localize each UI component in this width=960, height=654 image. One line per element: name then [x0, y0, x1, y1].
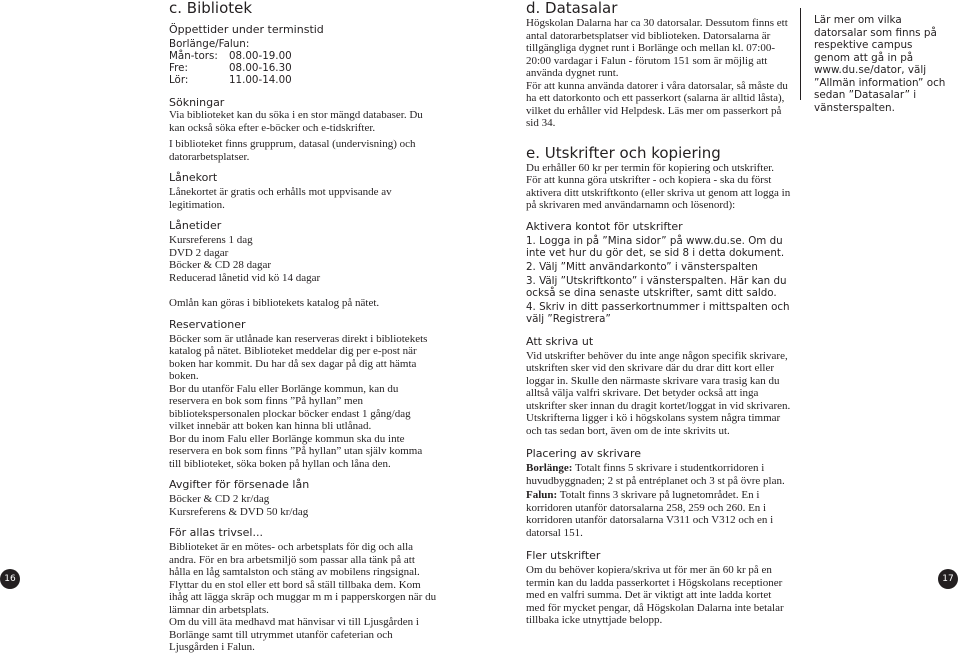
general-paragraph: Om du vill äta medhavd mat hänvisar vi till Ljusgården i Borlänge samt till utrymmet utanför cafeterian och Ljusgården i Falun. [169, 616, 419, 653]
fee-item: Böcker & CD 2 kr/dag [169, 493, 270, 505]
activate-step: 3. Välj ”Utskriftkonto” i vänsterspalten. Här kan du också se dina senaste utskrifter, samt ditt saldo. [526, 274, 787, 299]
hours-day: Lör: [169, 74, 189, 86]
printers-title: Placering av skrivare [526, 447, 642, 460]
hours-day: Fre: [169, 62, 188, 74]
reservations-paragraph: Bor du inom Falu eller Borlänge kommun ska du inte reservera en bok som finns ”På hyllan” utan själv komma till biblioteket, söka boken på hyllan och låna den. [169, 432, 423, 470]
general-paragraph: Flyttar du en stol eller ett bord så ställ tillbaka dem. Kom ihåg att lägga skräp och muggar m m i papperskorgen när du lämnar din arbetsplats. [169, 578, 437, 616]
borlange-text: Totalt finns 5 skrivare i studentkorridoren i huvudbyggnaden; 2 st på entréplanet och 3 st på övre plan. [526, 462, 785, 487]
activate-step: 1. Logga in på ”Mina sidor” på www.du.se. Om du inte vet hur du gör det, se sid 8 i detta dokument. [526, 234, 785, 259]
computer-paragraph: För att kunna använda datorer i våra datorsalar, så måste du ha ett datorkonto och ett passerkort (salarna är alltid låsta), vilket du erhåller vid Helpdesk. Läs mer om passerkort på sid 34. [526, 79, 788, 129]
card-text: Lånekortet är gratis och erhålls mot uppvisande av legitimation. [169, 186, 392, 211]
loan-item: Böcker & CD 28 dagar [169, 259, 272, 271]
print-heading: e. Utskrifter och kopiering [526, 143, 721, 162]
sidebar-note-box [814, 14, 950, 114]
renew-text: Omlån kan göras i bibliotekets katalog på nätet. [169, 297, 380, 309]
hours-time: 08.00-16.30 [229, 62, 292, 74]
loan-title: Lånetider [169, 219, 222, 232]
page-number-left: 16 [0, 569, 20, 589]
borlange-printers [526, 462, 792, 487]
searches-title: Sökningar [169, 96, 225, 109]
hours-row-mon-thu [169, 50, 437, 62]
card-title: Lånekort [169, 171, 218, 184]
searches-paragraph: Via biblioteket kan du söka i en stor mängd databaser. Du kan också söka efter e-böcker och e-tidskrifter. [169, 109, 423, 134]
library-heading: c. Bibliotek [169, 0, 253, 17]
print-paragraph: Du erhåller 60 kr per termin för kopiering och utskrifter. För att kunna göra utskrifter - och kopiera - ska du först aktivera ditt utskriftkonto (eller skriva ut genom att logga in på skrivaren med användarnamn och lösenord): [526, 161, 791, 211]
falun-label: Falun: [526, 489, 558, 501]
loan-item: Kursreferens 1 dag [169, 234, 253, 246]
facilities-paragraph: I biblioteket finns grupprum, datasal (undervisning) och datorarbetsplatser. [169, 138, 416, 163]
general-title: För allas trivsel... [169, 526, 263, 539]
print-out-paragraph: Utskrifterna ligger i kö i högskolans system några timmar och tas sedan bort, även om de inte skrivits ut. [526, 412, 781, 437]
sidebar-note: Lär mer om vilka datorsalar som finns på respektive campus genom att gå in på www.du.se/dator, välj ”Allmän information” och sedan ”Datasalar” i vänsterspalten. [814, 14, 946, 114]
hours-location: Borlänge/Falun: [169, 38, 250, 50]
computer-paragraph: Högskolan Dalarna har ca 30 datorsalar. Dessutom finns ett antal datorarbetsplatser vid biblioteken. Datorsalarna är tillgängliga dygnet runt i Borlänge och mellan kl. 07:00-20:00 vardagar i Falun - förutom 151 som är möjlig att använda dygnet runt. [526, 17, 788, 79]
general-paragraph: Biblioteket är en mötes- och arbetsplats för dig och alla andra. För en bra arbetsmiljö som passar alla tänk på att hålla en låg samtalston och stäng av mobilens ringsignal. [169, 541, 420, 578]
reservations-paragraph: Bor du utanför Falu eller Borlänge kommun, kan du reservera en bok som finns ”På hyllan” men bibliotekspersonalen plockar böcker endast 1 gång/dag vilket innebär att boken kan hinna bli utlånad. [169, 382, 411, 432]
activate-step: 4. Skriv in ditt passerkortnummer i mittspalten och välj ”Registrera” [526, 300, 790, 325]
activate-step: 2. Välj ”Mitt användarkonto” i vänsterspalten [526, 260, 758, 273]
more-title: Fler utskrifter [526, 549, 601, 562]
fee-item: Kursreferens & DVD 50 kr/dag [169, 505, 309, 518]
hours-day: Mån-tors: [169, 50, 218, 62]
hours-row-sat [169, 74, 437, 86]
hours-time: 08.00-19.00 [229, 50, 292, 62]
sidebar-divider [800, 8, 801, 100]
hours-row-fri [169, 62, 437, 74]
falun-text: Totalt finns 3 skrivare på lugnetområdet. En i korridoren utanför datorsalarna 258, 259 och 260. En i korridoren utanför datorsalarna V311 och V312 och en i datorsal 151. [526, 489, 774, 539]
hours-time: 11.00-14.00 [229, 74, 292, 86]
print-out-title: Att skriva ut [526, 334, 594, 348]
fees-title: Avgifter för försenade lån [169, 478, 310, 491]
computer-section [526, 0, 792, 627]
borlange-label: Borlänge: [526, 462, 573, 474]
library-section [169, 0, 437, 654]
hours-title: Öppettider under terminstid [169, 23, 324, 36]
print-out-paragraph: Vid utskrifter behöver du inte ange någon specifik skrivare, utskriften sker vid den skrivare där du drar ditt kort eller loggar in. Skulle den närmaste skrivare vara trasig kan du alltså välja valfri skrivare. Det betyder också att inga utskrifter sker innan du dragit kortet/loggat in vid skrivaren. [526, 349, 791, 412]
falun-printers [526, 489, 792, 539]
computer-heading: d. Datasalar [526, 0, 618, 17]
reservations-paragraph: Böcker som är utlånade kan reserveras direkt i bibliotekets katalog på nätet. Biblioteket meddelar dig per e-post när boken har kommit. Du har då sex dagar på dig att hämta boken. [169, 332, 428, 382]
more-paragraph: Om du behöver kopiera/skriva ut för mer än 60 kr på en termin kan du ladda passerkortet i Högskolans receptioner med en valfri summa. Det är viktigt att inte ladda kortet med för mycket pengar, då Högskolan Dalarna inte betalar tillbaka icke utnyttjade belopp. [526, 564, 784, 626]
loan-item: Reducerad lånetid vid kö 14 dagar [169, 271, 321, 284]
activate-title: Aktivera kontot för utskrifter [526, 219, 683, 233]
reservations-title: Reservationer [169, 317, 246, 331]
loan-item: DVD 2 dagar [169, 246, 229, 259]
page-number-right: 17 [938, 569, 958, 589]
